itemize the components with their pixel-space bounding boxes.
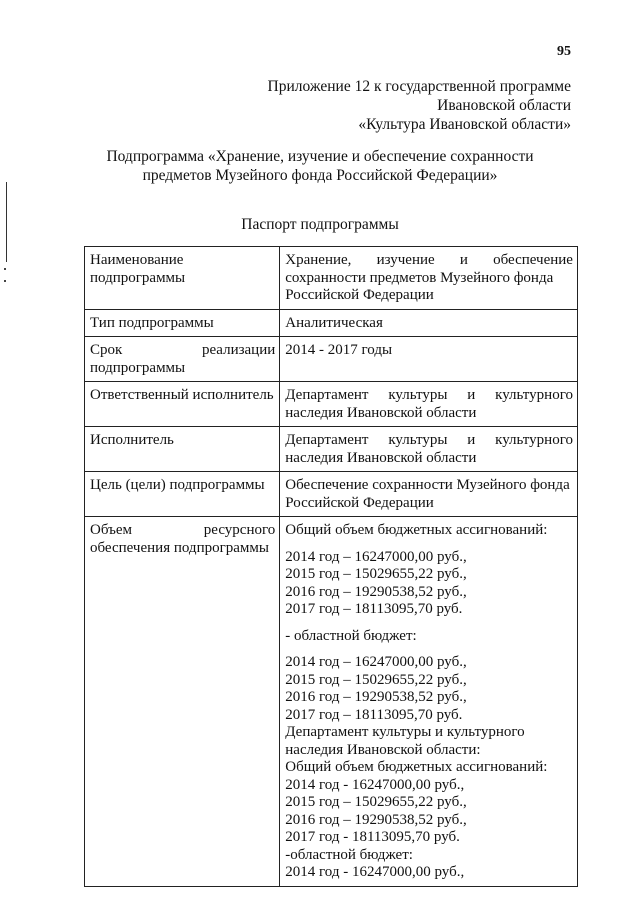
appendix-line-1: Приложение 12 к государственной программе [267,78,571,95]
funding-label-line-1 [90,522,275,540]
responsible-value-word: и [467,387,476,403]
goal-value-line-2: Российской Федерации [285,494,434,511]
table-row-responsible [85,382,578,427]
funding-dept-total-item: 2014 год - 16247000,00 руб., [285,776,465,793]
funding-regional-item: 2014 год – 16247000,00 руб., [285,654,467,670]
funding-regional-item: 2015 год – 15029655,22 руб., [285,671,467,688]
responsible-value-cell [280,382,578,427]
name-value-word: изучение [376,252,435,268]
funding-dept-regional-header: -областной бюджет: [285,846,413,863]
subprogram-title-line-1: Подпрограмма «Хранение, изучение и обеспечение сохранности [106,148,534,165]
funding-dept-line-2: наследия Ивановской области: [285,741,481,758]
funding-regional-item: 2016 год – 19290538,52 руб., [285,689,467,705]
executor-value-word: культурного [495,432,573,448]
table-row-executor [85,427,578,472]
executor-value-word: культуры [388,432,448,448]
responsible-value-word: культуры [388,387,448,403]
funding-label-line-2: обеспечения подпрограммы [90,539,269,556]
funding-regional-list [285,654,573,724]
responsible-label-cell: Ответственный исполнитель [85,382,280,427]
funding-regional-item: 2017 год – 18113095,70 руб. [285,706,463,723]
funding-dept-regional-item: 2014 год - 16247000,00 руб., [285,864,465,880]
funding-dept-total-item: 2017 год - 18113095,70 руб. [285,829,460,845]
goal-label-cell: Цель (цели) подпрограммы [85,472,280,517]
responsible-value-word: Департамент [285,387,369,403]
appendix-line-3: «Культура Ивановской области» [358,116,571,133]
name-label-line-2: подпрограммы [90,269,186,286]
term-label-line-2: подпрограммы [90,359,186,376]
executor-label-cell: Исполнитель [85,427,280,472]
goal-value-line-1: Обеспечение сохранности Музейного фонда [285,477,570,493]
name-label-cell [85,247,280,310]
funding-dept-line-1: Департамент культуры и культурного [285,724,525,740]
margin-dot [4,268,6,270]
funding-total-item: 2014 год – 16247000,00 руб., [285,548,467,565]
type-value-cell: Аналитическая [280,309,578,337]
executor-value-line-1 [285,432,573,450]
funding-total-item: 2016 год – 19290538,52 руб., [285,583,467,600]
funding-label-word: ресурсного [203,522,276,538]
funding-total-item: 2017 год – 18113095,70 руб. [285,601,463,617]
table-row-funding [85,517,578,887]
funding-dept-total-item: 2015 год – 15029655,22 руб., [285,794,467,810]
funding-value-cell [280,517,578,887]
funding-total-item: 2015 год – 15029655,22 руб., [285,566,467,582]
funding-total-header: Общий объем бюджетных ассигнований: [285,522,548,538]
executor-value-line-2: наследия Ивановской области [285,449,477,466]
funding-dept-total-item: 2016 год – 19290538,52 руб., [285,811,467,828]
type-label-cell: Тип подпрограммы [85,309,280,337]
table-row-goal [85,472,578,517]
name-value-cell [280,247,578,310]
responsible-value-word: культурного [495,387,573,403]
name-value-line-2: сохранности предметов Музейного фонда [285,269,554,286]
responsible-value-line-1 [285,387,573,405]
executor-value-cell [280,427,578,472]
term-label-cell [85,337,280,382]
table-row-term [85,337,578,382]
term-label-word: реализации [201,342,276,358]
appendix-line-2: Ивановской области [437,97,571,114]
name-value-word: Хранение, [285,252,352,268]
passport-table [84,246,578,887]
executor-value-word: Департамент [285,432,369,448]
margin-dot [4,280,6,282]
funding-label-word: Объем [90,522,132,538]
name-value-line-3: Российской Федерации [285,287,434,303]
funding-dept-total-header: Общий объем бюджетных ассигнований: [285,759,548,775]
name-value-word: и [459,252,468,268]
subprogram-title [0,147,640,185]
executor-value-word: и [467,432,476,448]
funding-regional-header: - областной бюджет: [285,627,417,644]
table-row-type [85,309,578,337]
goal-value-cell [280,472,578,517]
funding-label-cell [85,517,280,887]
table-row-name [85,247,578,310]
term-value-cell: 2014 - 2017 годы [280,337,578,382]
responsible-value-line-2: наследия Ивановской области [285,404,477,421]
name-label-line-1: Наименование [90,252,184,268]
funding-total-list [285,549,573,619]
page-number: 95 [557,44,571,59]
name-value-word: обеспечение [493,252,573,268]
passport-title: Паспорт подпрограммы [241,216,399,233]
term-label-line-1 [90,342,275,360]
term-label-word: Срок [90,342,123,358]
appendix-header [268,77,571,134]
name-value-line-1 [285,252,573,270]
subprogram-title-line-2: предметов Музейного фонда Российской Федерации» [142,167,498,184]
